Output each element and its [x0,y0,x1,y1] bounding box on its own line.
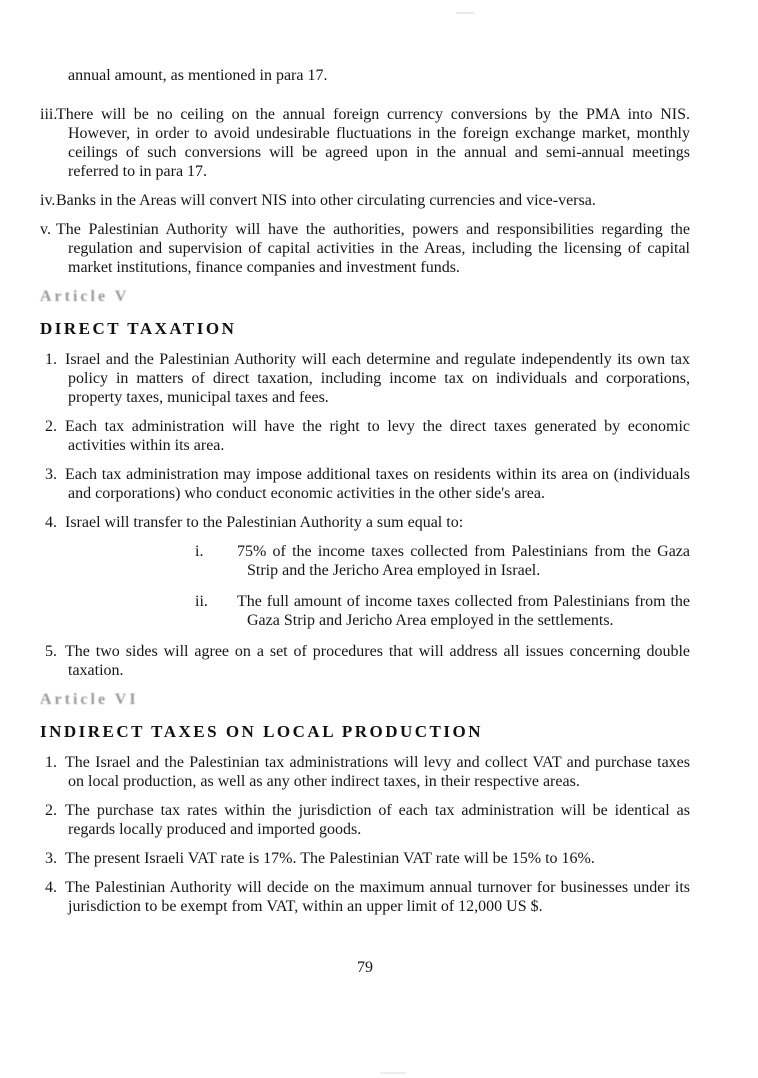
list-item-text: The Palestinian Authority will have the authorities, powers and responsibilities regarding the regulation and supervision of capital activities in the Areas, including the licensing of capital market institutions, finance companies and investment funds. [56,221,690,276]
list-marker: 1. [45,351,57,368]
list-marker: 4. [45,514,57,531]
list-marker: iv. [40,192,56,209]
list-item-3 [40,465,690,503]
list-item-text: The present Israeli VAT rate is 17%. The Palestinian VAT rate will be 15% to 16%. [65,850,595,867]
list-item-5 [40,642,690,680]
list-item-text: The two sides will agree on a set of procedures that will address all issues concerning double taxation. [65,643,690,679]
list-item-2 [40,417,690,455]
list-marker: ii. [195,593,208,610]
section-heading-direct-taxation: DIRECT TAXATION [40,319,237,338]
list-item-iii [40,105,690,181]
list-item-text: Banks in the Areas will convert NIS into other circulating currencies and vice-versa. [56,192,596,209]
list-item-text: Israel will transfer to the Palestinian Authority a sum equal to: [65,514,464,531]
list-marker: 3. [45,850,57,867]
section-heading-indirect-taxes: INDIRECT TAXES ON LOCAL PRODUCTION [40,722,484,741]
list-item-text: Each tax administration may impose additional taxes on residents within its area on (individuals and corporations) who conduct economic activities in the other side's area. [65,466,690,502]
article-v-label: Article V [40,288,130,305]
list-item-v [40,220,690,277]
list-item-text: Each tax administration will have the right to levy the direct taxes generated by economic activities within its area. [65,418,690,454]
list-item-1 [40,350,690,407]
list-marker: 3. [45,466,57,483]
paragraph-continuation: annual amount, as mentioned in para 17. [68,67,328,84]
list-item-text: 75% of the income taxes collected from Palestinians from the Gaza Strip and the Jericho Area employed in Israel. [237,543,690,579]
list-marker: 2. [45,418,57,435]
page-number: 79 [357,959,373,976]
list-marker: i. [195,543,204,560]
article-vi-label: Article VI [40,691,139,708]
list-marker: 1. [45,754,57,771]
list-item-text: Israel and the Palestinian Authority will each determine and regulate independently its own tax policy in matters of direct taxation, including income tax on individuals and corporations, property taxes, municipal taxes and fees. [65,351,690,406]
list-item-text: The purchase tax rates within the jurisdiction of each tax administration will be identical as regards locally produced and imported goods. [65,802,690,838]
list-marker: 2. [45,802,57,819]
list-item-text: The Israel and the Palestinian tax administrations will levy and collect VAT and purchase taxes on local production, as well as any other indirect taxes, in their respective areas. [65,754,690,790]
list-marker: v. [40,221,51,238]
list-item-iv [40,191,690,210]
list-marker: 5. [45,643,57,660]
list-item-4 [40,878,690,916]
list-item-text: The full amount of income taxes collected from Palestinians from the Gaza Strip and Jericho Area employed in the settlements. [237,593,690,629]
list-item-3 [40,849,690,868]
sublist-item-ii [40,592,690,630]
list-item-text: The Palestinian Authority will decide on the maximum annual turnover for businesses under its jurisdiction to be exempt from VAT, within an upper limit of 12,000 US $. [65,879,690,915]
scan-artifact [380,1072,406,1074]
scan-artifact [456,12,474,14]
list-marker: iii. [40,106,58,123]
list-item-4 [40,513,690,532]
list-item-text: There will be no ceiling on the annual foreign currency conversions by the PMA into NIS. However, in order to avoid undesirable fluctuations in the foreign exchange market, monthly ceilings of such conversions will be agreed upon in the annual and semi-annual meetings referred to in para 17. [56,106,690,180]
sublist-item-i [40,542,690,580]
list-marker: 4. [45,879,57,896]
list-item-1 [40,753,690,791]
list-item-2 [40,801,690,839]
